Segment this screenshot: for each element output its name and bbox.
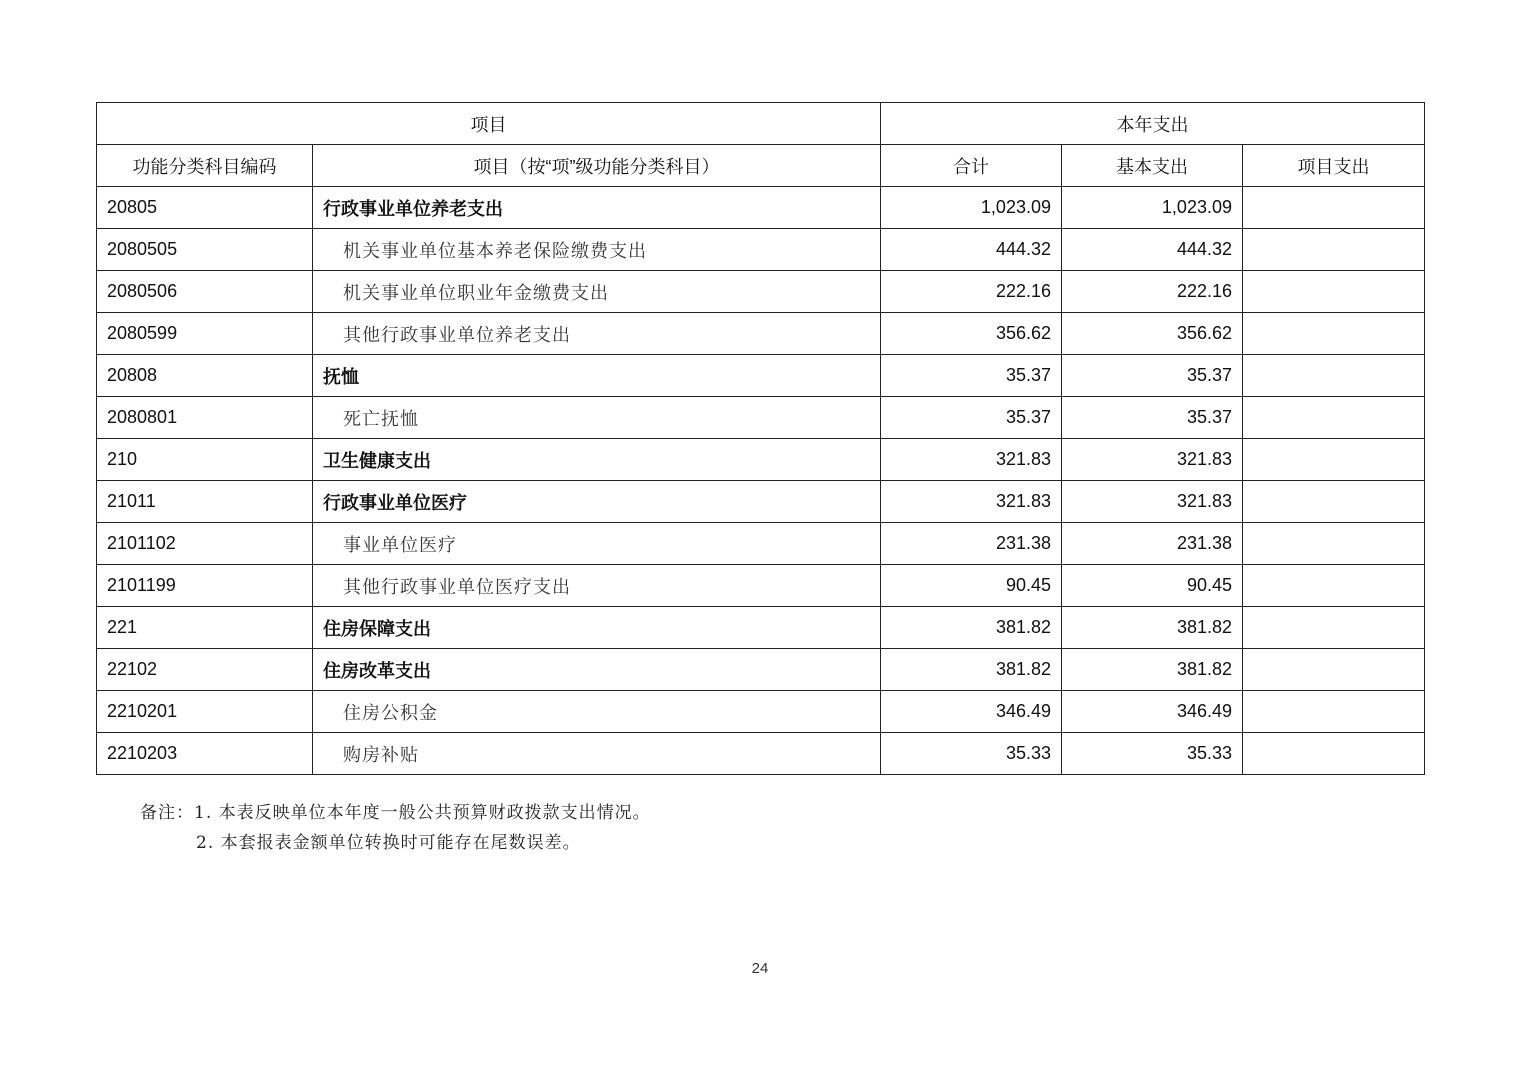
row-total: 346.49 — [881, 691, 1062, 733]
note-line-1: 备注：1. 本表反映单位本年度一般公共预算财政拨款支出情况。 — [140, 803, 651, 823]
row-basic: 1,023.09 — [1062, 187, 1243, 229]
row-total: 356.62 — [881, 313, 1062, 355]
row-total: 35.33 — [881, 733, 1062, 775]
row-code: 2210203 — [97, 733, 313, 775]
row-basic: 35.37 — [1062, 397, 1243, 439]
row-total: 321.83 — [881, 439, 1062, 481]
table-row — [97, 355, 1425, 397]
table-row — [97, 439, 1425, 481]
row-basic: 346.49 — [1062, 691, 1243, 733]
row-code: 21011 — [97, 481, 313, 523]
row-name: 住房改革支出 — [313, 649, 881, 691]
header-total: 合计 — [881, 145, 1062, 187]
note-line-2: 2. 本套报表金额单位转换时可能存在尾数误差。 — [196, 833, 581, 853]
row-total: 381.82 — [881, 649, 1062, 691]
row-code: 2101199 — [97, 565, 313, 607]
row-project — [1243, 439, 1425, 481]
row-total: 90.45 — [881, 565, 1062, 607]
row-basic: 381.82 — [1062, 607, 1243, 649]
row-basic: 222.16 — [1062, 271, 1243, 313]
row-name: 行政事业单位养老支出 — [313, 187, 881, 229]
row-code: 20808 — [97, 355, 313, 397]
row-name: 机关事业单位基本养老保险缴费支出 — [313, 229, 881, 271]
row-total: 444.32 — [881, 229, 1062, 271]
header-row-group — [97, 103, 1425, 145]
row-basic: 444.32 — [1062, 229, 1243, 271]
row-basic: 231.38 — [1062, 523, 1243, 565]
row-code: 2080801 — [97, 397, 313, 439]
row-code: 22102 — [97, 649, 313, 691]
row-basic: 35.33 — [1062, 733, 1243, 775]
header-basic: 基本支出 — [1062, 145, 1243, 187]
table-row — [97, 565, 1425, 607]
row-total: 321.83 — [881, 481, 1062, 523]
table-row — [97, 313, 1425, 355]
row-name: 机关事业单位职业年金缴费支出 — [313, 271, 881, 313]
header-group-expense: 本年支出 — [881, 103, 1425, 145]
row-basic: 90.45 — [1062, 565, 1243, 607]
table-row — [97, 271, 1425, 313]
header-project: 项目支出 — [1243, 145, 1425, 187]
row-total: 1,023.09 — [881, 187, 1062, 229]
header-code: 功能分类科目编码 — [97, 145, 313, 187]
row-name: 抚恤 — [313, 355, 881, 397]
row-project — [1243, 313, 1425, 355]
table-row — [97, 187, 1425, 229]
row-total: 35.37 — [881, 397, 1062, 439]
row-basic: 321.83 — [1062, 439, 1243, 481]
row-code: 2101102 — [97, 523, 313, 565]
table-notes — [140, 798, 651, 858]
header-group-item: 项目 — [97, 103, 881, 145]
table-row — [97, 733, 1425, 775]
row-name: 行政事业单位医疗 — [313, 481, 881, 523]
row-total: 35.37 — [881, 355, 1062, 397]
row-name: 死亡抚恤 — [313, 397, 881, 439]
row-code: 210 — [97, 439, 313, 481]
row-name: 其他行政事业单位养老支出 — [313, 313, 881, 355]
row-code: 2080599 — [97, 313, 313, 355]
row-project — [1243, 355, 1425, 397]
row-project — [1243, 691, 1425, 733]
row-code: 2210201 — [97, 691, 313, 733]
row-code: 2080506 — [97, 271, 313, 313]
row-basic: 35.37 — [1062, 355, 1243, 397]
table-row — [97, 691, 1425, 733]
row-name: 住房保障支出 — [313, 607, 881, 649]
header-row-columns — [97, 145, 1425, 187]
row-total: 222.16 — [881, 271, 1062, 313]
table-row — [97, 649, 1425, 691]
table-row — [97, 607, 1425, 649]
row-basic: 356.62 — [1062, 313, 1243, 355]
table-row — [97, 397, 1425, 439]
row-project — [1243, 733, 1425, 775]
table-row — [97, 229, 1425, 271]
row-total: 231.38 — [881, 523, 1062, 565]
row-code: 20805 — [97, 187, 313, 229]
row-project — [1243, 649, 1425, 691]
row-project — [1243, 187, 1425, 229]
row-project — [1243, 565, 1425, 607]
row-name: 其他行政事业单位医疗支出 — [313, 565, 881, 607]
row-code: 2080505 — [97, 229, 313, 271]
budget-table — [96, 102, 1425, 775]
row-basic: 321.83 — [1062, 481, 1243, 523]
row-name: 事业单位医疗 — [313, 523, 881, 565]
row-code: 221 — [97, 607, 313, 649]
row-basic: 381.82 — [1062, 649, 1243, 691]
page-number: 24 — [751, 960, 769, 977]
row-name: 购房补贴 — [313, 733, 881, 775]
header-name: 项目（按“项”级功能分类科目） — [313, 145, 881, 187]
row-project — [1243, 271, 1425, 313]
row-project — [1243, 523, 1425, 565]
row-total: 381.82 — [881, 607, 1062, 649]
row-name: 卫生健康支出 — [313, 439, 881, 481]
table-row — [97, 481, 1425, 523]
row-name: 住房公积金 — [313, 691, 881, 733]
table-row — [97, 523, 1425, 565]
row-project — [1243, 397, 1425, 439]
row-project — [1243, 607, 1425, 649]
row-project — [1243, 229, 1425, 271]
row-project — [1243, 481, 1425, 523]
